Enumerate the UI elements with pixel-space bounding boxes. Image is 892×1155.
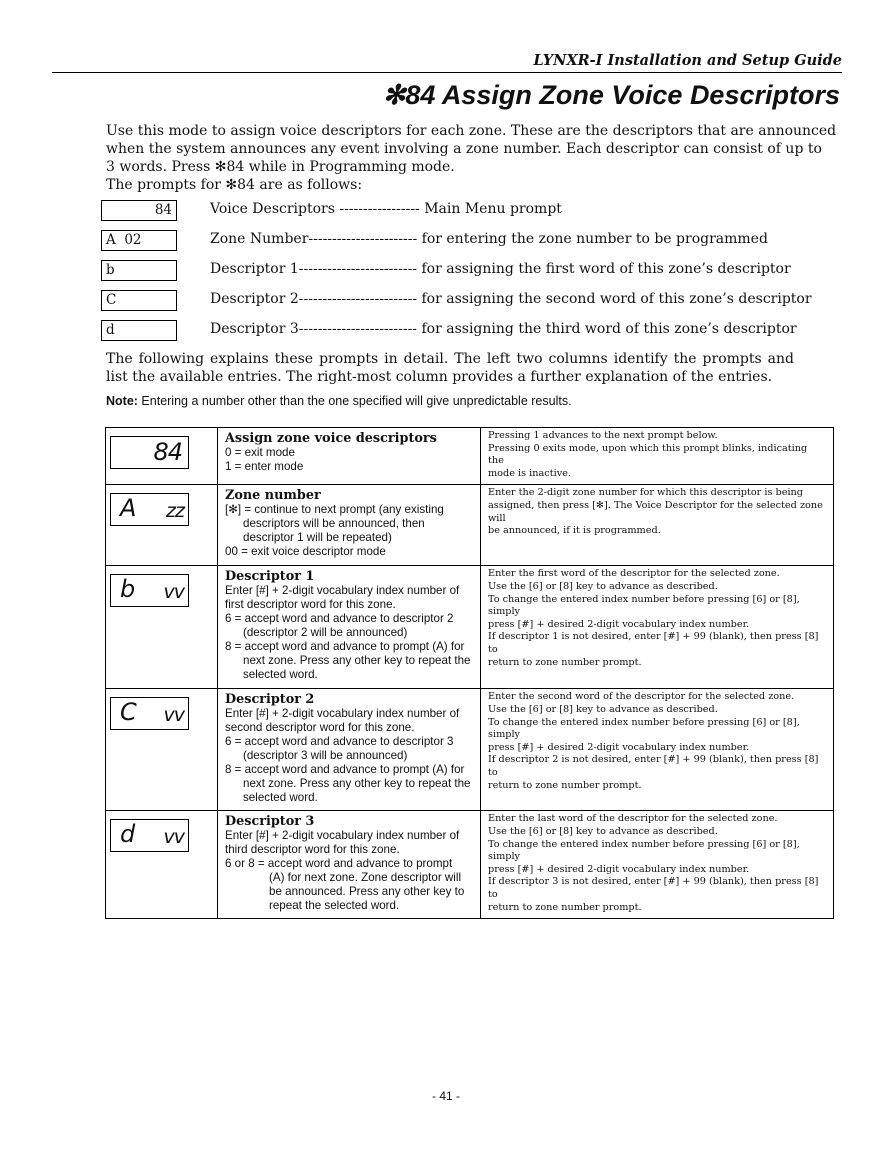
entries-cell	[218, 811, 481, 919]
display-right-text: 84	[153, 438, 182, 466]
explain-line: press [#] + desired 2-digit vocabulary index number.	[488, 618, 750, 630]
entry-line: first descriptor word for this zone.	[225, 598, 396, 612]
explanation-cell	[481, 566, 834, 689]
explain-line: Use the [6] or [8] key to advance as described.	[488, 825, 718, 837]
explain-line: Enter the 2-digit zone number for which this descriptor is being	[488, 487, 803, 499]
prompt-row-descriptor-2	[101, 290, 812, 311]
prompt-display-box: 84	[101, 200, 177, 221]
display-left-text: C	[120, 698, 137, 727]
entries-cell	[218, 566, 481, 689]
table-row	[106, 566, 834, 689]
table-row	[106, 689, 834, 811]
explain-line: return to zone number prompt.	[488, 779, 642, 791]
explain-line: press [#] + desired 2-digit vocabulary index number.	[488, 863, 750, 875]
explain-line: Enter the second word of the descriptor for the selected zone.	[488, 691, 795, 703]
entry-line: next zone. Press any other key to repeat the	[243, 777, 471, 791]
prompt-description: Descriptor 2------------------------- for assigning the second word of this zone’s descriptor	[210, 291, 812, 307]
explain-line: mode is inactive.	[488, 467, 571, 479]
row-heading: Zone number	[225, 488, 321, 504]
explain-line: Pressing 1 advances to the next prompt below.	[488, 430, 718, 441]
prompt-row-descriptor-3	[101, 320, 797, 341]
entry-line: repeat the selected word.	[269, 899, 400, 913]
table-row	[106, 485, 834, 566]
entry-line: descriptors will be announced, then	[243, 517, 425, 531]
entry-line: Enter [#] + 2-digit vocabulary index number of	[225, 584, 460, 598]
explanation-cell	[481, 485, 834, 566]
keypad-display	[110, 574, 189, 607]
intro-paragraph	[106, 122, 837, 194]
entry-line: third descriptor word for this zone.	[225, 843, 400, 857]
keypad-display	[110, 493, 189, 526]
prompt-row-descriptor-1	[101, 260, 791, 281]
prompt-display-box: C	[101, 290, 177, 311]
display-left-text: d	[120, 820, 136, 849]
explain-line: To change the entered index number before pressing [6] or [8], simply	[488, 838, 800, 863]
explain-line: Use the [6] or [8] key to advance as described.	[488, 703, 718, 715]
entry-line: 6 = accept word and advance to descriptor 2	[225, 612, 454, 626]
display-right-text: vv	[163, 826, 184, 849]
entry-line: selected word.	[243, 791, 318, 805]
prompt-display-box: d	[101, 320, 177, 341]
prompt-display-box: A 02	[101, 230, 177, 251]
entries-cell	[218, 485, 481, 566]
explain-line: assigned, then press [✻]. The Voice Descriptor for the selected zone will	[488, 499, 823, 524]
display-left-text: b	[120, 575, 136, 604]
display-right-text: zz	[166, 500, 184, 523]
display-right-text: vv	[163, 704, 184, 727]
prompts-table	[105, 427, 834, 919]
entry-line: 8 = accept word and advance to prompt (A) for	[225, 763, 465, 777]
display-cell	[106, 485, 218, 566]
explanation-cell	[481, 811, 834, 919]
intro-line: Use this mode to assign voice descriptors for each zone. These are the descriptors that are announced	[106, 123, 837, 139]
entry-line: second descriptor word for this zone.	[225, 721, 415, 735]
running-header: LYNXR-I Installation and Setup Guide	[533, 52, 842, 69]
keypad-display	[110, 697, 189, 730]
display-cell	[106, 428, 218, 485]
explain-line: If descriptor 2 is not desired, enter [#] + 99 (blank), then press [8] to	[488, 754, 819, 778]
entry-line: 0 = exit mode	[225, 446, 295, 459]
explanation-cell	[481, 428, 834, 485]
explain-line: press [#] + desired 2-digit vocabulary index number.	[488, 741, 750, 753]
entry-line: be announced. Press any other key to	[269, 885, 465, 899]
page-title: ✻84 Assign Zone Voice Descriptors	[382, 80, 840, 110]
entry-line: (A) for next zone. Zone descriptor will	[269, 871, 462, 885]
entry-line: [✻] = continue to next prompt (any existing	[225, 503, 444, 517]
entry-line: 00 = exit voice descriptor mode	[225, 545, 386, 559]
explain-line: Enter the first word of the descriptor for the selected zone.	[488, 568, 780, 580]
entry-line: Enter [#] + 2-digit vocabulary index number of	[225, 707, 460, 721]
entries-cell	[218, 689, 481, 811]
entry-line: (descriptor 3 will be announced)	[243, 749, 408, 763]
row-heading: Descriptor 2	[225, 692, 315, 708]
prompt-description: Voice Descriptors ----------------- Main Menu prompt	[210, 201, 562, 217]
keypad-display	[110, 819, 189, 852]
display-right-text: vv	[163, 581, 184, 604]
table-row	[106, 811, 834, 919]
entry-line: (descriptor 2 will be announced)	[243, 626, 408, 640]
row-heading: Descriptor 3	[225, 814, 315, 830]
note-text: Entering a number other than the one specified will give unpredictable results.	[137, 394, 572, 408]
entry-line: 1 = enter mode	[225, 460, 304, 473]
explain-line: To change the entered index number before pressing [6] or [8], simply	[488, 716, 800, 741]
explain-line: To change the entered index number before pressing [6] or [8], simply	[488, 593, 800, 618]
note	[106, 394, 572, 408]
explanation-paragraph: The following explains these prompts in detail. The left two columns identify the prompts and list the available entries. The right-most column provides a further explanation of the entries.	[106, 351, 794, 385]
keypad-display	[110, 436, 189, 469]
explanation-cell	[481, 689, 834, 811]
entries-cell	[218, 428, 481, 485]
explain-line: be announced, if it is programmed.	[488, 525, 661, 537]
note-label: Note:	[106, 394, 138, 408]
explain-line: Enter the last word of the descriptor for the selected zone.	[488, 813, 778, 825]
explain-line: return to zone number prompt.	[488, 901, 642, 913]
display-cell	[106, 566, 218, 689]
page-number: - 41 -	[431, 1089, 460, 1103]
display-cell	[106, 689, 218, 811]
entry-line: 6 = accept word and advance to descriptor 3	[225, 735, 454, 749]
prompt-row-zone-number	[101, 230, 776, 251]
prompts-intro-line: The prompts for ✻84 are as follows:	[106, 177, 363, 193]
explain-line: return to zone number prompt.	[488, 656, 642, 668]
prompt-row-voice-descriptors	[101, 200, 776, 221]
explain-line: Pressing 0 exits mode, upon which this prompt blinks, indicating the	[488, 442, 808, 467]
entry-line: next zone. Press any other key to repeat the	[243, 654, 471, 668]
display-left-text: A	[120, 494, 137, 523]
table-row	[106, 428, 834, 485]
entry-line: 8 = accept word and advance to prompt (A) for	[225, 640, 465, 654]
prompt-description: Descriptor 3------------------------- for assigning the third word of this zone’s descriptor	[210, 321, 797, 337]
entry-line: Enter [#] + 2-digit vocabulary index number of	[225, 829, 460, 843]
explain-line: If descriptor 1 is not desired, enter [#] + 99 (blank), then press [8] to	[488, 631, 819, 655]
display-cell	[106, 811, 218, 919]
row-heading: Assign zone voice descriptors	[225, 431, 437, 446]
row-heading: Descriptor 1	[225, 569, 315, 585]
entry-line: selected word.	[243, 668, 318, 682]
header-rule	[52, 72, 842, 73]
explain-line: If descriptor 3 is not desired, enter [#] + 99 (blank), then press [8] to	[488, 876, 819, 900]
explain-line: Use the [6] or [8] key to advance as described.	[488, 580, 718, 592]
intro-line: 3 words. Press ✻84 while in Programming mode.	[106, 159, 455, 175]
prompt-description: Zone Number----------------------- for entering the zone number to be programmed	[210, 231, 768, 247]
entry-line: 6 or 8 = accept word and advance to prompt	[225, 857, 453, 871]
prompt-description: Descriptor 1------------------------- for assigning the first word of this zone’s descriptor	[210, 261, 791, 277]
prompt-display-box: b	[101, 260, 177, 281]
entry-line: descriptor 1 will be repeated)	[243, 531, 392, 545]
intro-line: when the system announces any event involving a zone number. Each descriptor can consist of up to	[106, 141, 822, 157]
